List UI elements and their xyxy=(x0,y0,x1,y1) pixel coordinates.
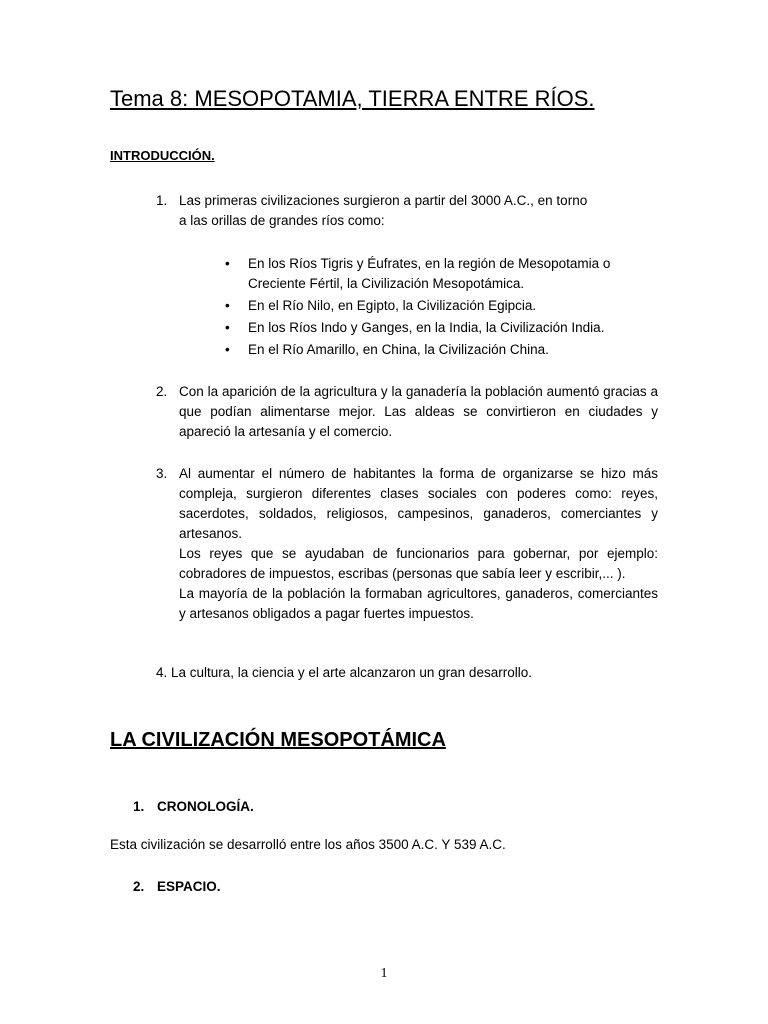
section-title: LA CIVILIZACIÓN MESOPOTÁMICA xyxy=(110,729,446,751)
list-item-2 xyxy=(156,382,658,442)
bullet-item xyxy=(223,318,663,338)
list-item-text: Con la aparición de la agricultura y la ganadería la población aumentó gracias a que podían alimentarse mejor. Las aldeas se convirtieron en ciudades y apareció la artesanía y el comercio. xyxy=(179,384,658,439)
bullet-icon: • xyxy=(225,298,230,313)
list-item-text: Los reyes que se ayudaban de funcionarios para gobernar, por ejemplo: cobradores de impuestos, escribas (personas que sabía leer y escribir,... ). xyxy=(179,546,658,581)
subsection-label: CRONOLOGÍA. xyxy=(157,799,254,814)
bullet-icon: • xyxy=(225,320,230,335)
page-title: Tema 8: MESOPOTAMIA, TIERRA ENTRE RÍOS. xyxy=(110,86,595,111)
intro-heading: INTRODUCCIÓN. xyxy=(110,148,215,163)
list-item-number: 2. xyxy=(156,384,168,399)
page-number: 1 xyxy=(380,966,388,981)
bullet-text: En los Ríos Indo y Ganges, en la India, la Civilización India. xyxy=(248,320,605,335)
list-item-4: 4. La cultura, la ciencia y el arte alcanzaron un gran desarrollo. xyxy=(156,665,532,680)
bullet-item xyxy=(223,254,663,294)
subsection-number: 2. xyxy=(133,879,145,894)
bullet-item xyxy=(223,296,663,316)
bullet-text: En el Río Amarillo, en China, la Civilización China. xyxy=(248,342,549,357)
subsection-chronology xyxy=(133,799,254,814)
bullet-text: En los Ríos Tigris y Éufrates, en la región de Mesopotamia o Creciente Fértil, la Civilización Mesopotámica. xyxy=(248,256,611,291)
list-item-text-line: a las orillas de grandes ríos como: xyxy=(179,213,385,228)
chronology-text: Esta civilización se desarrolló entre los años 3500 A.C. Y 539 A.C. xyxy=(110,837,506,852)
list-item-text: Al aumentar el número de habitantes la forma de organizarse se hizo más compleja, surgieron diferentes clases sociales con poderes como: reyes, sacerdotes, soldados, religiosos, campesinos, ganaderos, comerciantes y artesanos. xyxy=(179,466,658,541)
list-item-number: 3. xyxy=(156,466,168,481)
bullet-text: En el Río Nilo, en Egipto, la Civilización Egipcia. xyxy=(248,298,537,313)
subsection-number: 1. xyxy=(133,799,145,814)
list-item-1 xyxy=(156,191,658,231)
list-item-text: La mayoría de la población la formaban agricultores, ganaderos, comerciantes y artesanos obligados a pagar fuertes impuestos. xyxy=(179,586,658,621)
list-item-text-line: Las primeras civilizaciones surgieron a partir del 3000 A.C., en torno xyxy=(179,193,588,208)
subsection-label: ESPACIO. xyxy=(157,879,221,894)
list-item-number: 1. xyxy=(156,193,168,208)
bullet-item xyxy=(223,340,663,360)
bullet-icon: • xyxy=(225,256,230,271)
river-bullet-list xyxy=(223,254,663,362)
bullet-icon: • xyxy=(225,342,230,357)
subsection-space xyxy=(133,879,221,894)
list-item-3 xyxy=(156,464,658,624)
